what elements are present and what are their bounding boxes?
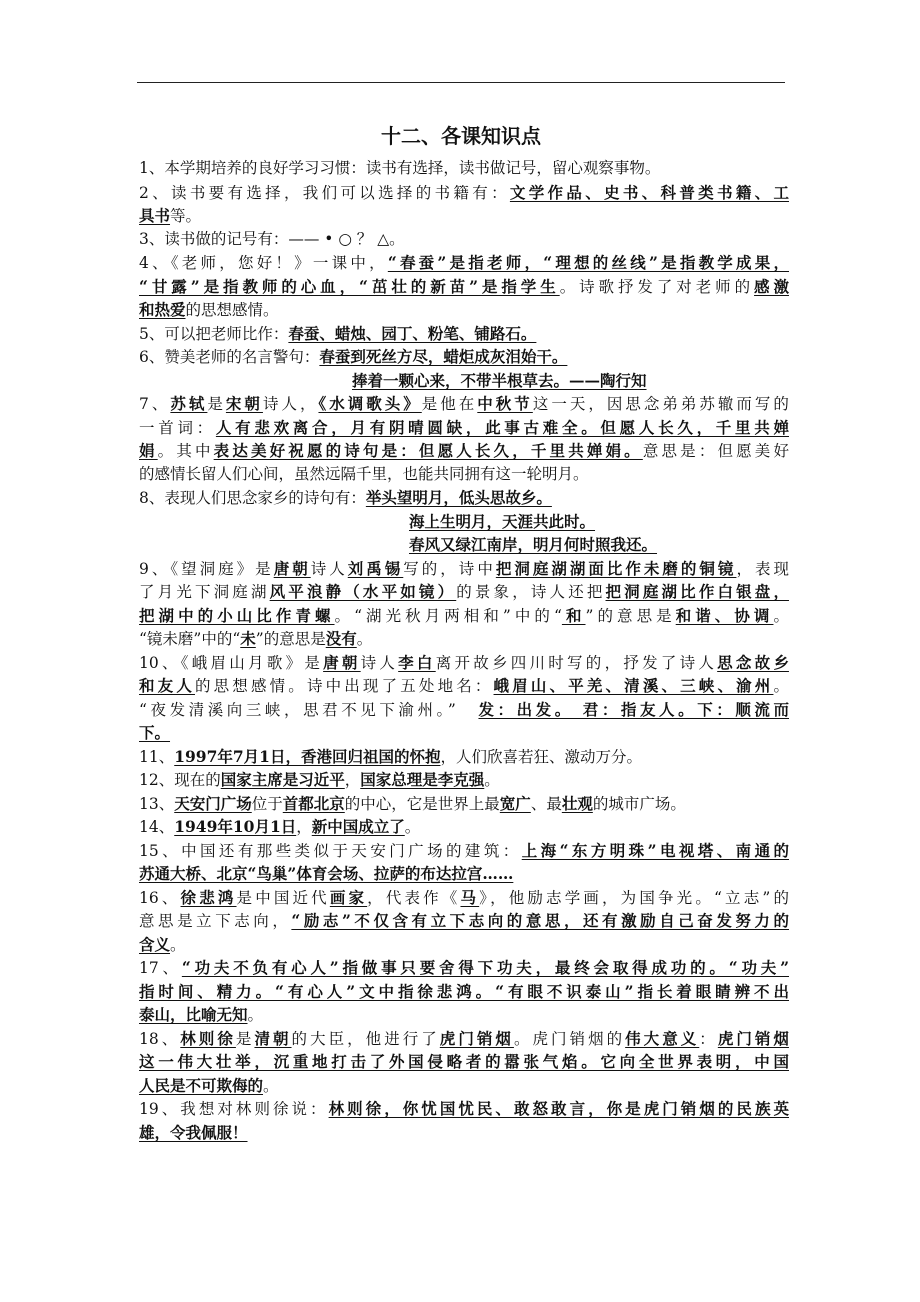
text-segment: 的思想感情。诗中出现了五处地名： — [194, 677, 494, 695]
answer-text: 没有 — [325, 629, 357, 648]
page-title: 十二、各课知识点 — [381, 124, 541, 148]
answer-text: “励志”不仅含有立下志向的意思，还有激励自己奋发努力的 — [291, 911, 789, 930]
text-segment: 6、赞美老师的名言警句： — [139, 348, 320, 366]
answer-text: 中秋节 — [477, 394, 533, 413]
text-line — [139, 463, 789, 487]
text-segment: 位于 — [251, 794, 283, 813]
answer-text: 1949年10月1日 — [174, 817, 297, 836]
answer-text: 人民是不可欺侮的 — [139, 1075, 264, 1095]
text-segment: 10、《峨眉山月歌》是 — [139, 653, 324, 672]
text-segment: ”的意思是 — [585, 606, 676, 625]
text-segment: 5、可以把老师比作： — [139, 324, 289, 343]
text-line — [139, 345, 789, 369]
answer-text: 新中国成立了 — [311, 817, 405, 836]
text-segment: 3、读书做的记号有：—— • ○ ？ △。 — [139, 229, 405, 248]
answer-text: 伟大意义 — [625, 1028, 700, 1048]
text-line — [139, 956, 789, 980]
text-segment: 。其中 — [157, 442, 214, 460]
answer-text: 和友人 — [139, 676, 195, 695]
text-segment: 了月光下洞庭湖 — [139, 583, 270, 601]
text-segment: 意思是立下志向， — [139, 912, 292, 930]
text-segment: 等。 — [170, 207, 202, 225]
text-segment: 。 — [170, 935, 186, 954]
answer-text: 马 — [460, 887, 480, 907]
text-line — [139, 1097, 789, 1121]
text-segment: 的中心，它是世界上最 — [344, 794, 500, 813]
answer-text: 雄，令我佩服！ — [139, 1122, 248, 1142]
text-line — [139, 533, 789, 557]
answer-text: 上海“东方明珠”电视塔、南通的 — [521, 840, 789, 860]
text-segment: 。 — [773, 606, 789, 625]
answer-text: 春蚕到死丝方尽，蜡炬成灰泪始干。 — [319, 347, 568, 366]
text-segment: 是 — [235, 1029, 255, 1048]
answer-text: 和谐、协调 — [675, 605, 774, 625]
answer-text: 唐朝 — [323, 652, 361, 672]
answer-text: “春蚕”是指老师，“理想的丝线”是指教学成果， — [387, 253, 789, 272]
text-line — [139, 181, 789, 205]
text-segment: 的城市广场。 — [592, 794, 686, 813]
text-line — [139, 768, 789, 792]
text-line — [139, 839, 789, 863]
text-segment: 1、本学期培养的良好学习习惯：读书有选择，读书做记号，留心观察事物。 — [139, 159, 661, 177]
text-line — [139, 322, 789, 346]
text-line — [139, 745, 789, 769]
text-segment: “镜未磨”中的“ — [139, 630, 241, 648]
answer-text: 刘禹锡 — [347, 558, 404, 578]
text-line — [139, 416, 789, 440]
text-segment: 、最 — [530, 794, 562, 813]
text-segment: 。 — [404, 818, 421, 836]
answer-text: 宽广 — [499, 793, 531, 813]
answer-text: 苏轼 — [170, 394, 208, 413]
answer-text: 虎门销烟 — [717, 1028, 789, 1048]
text-segment: “夜发清溪向三峡，思君不见下渝州。” — [139, 700, 479, 719]
text-line — [139, 815, 789, 839]
answer-text: 具书 — [139, 206, 171, 225]
text-segment: 。 — [263, 1076, 279, 1095]
text-line — [139, 392, 789, 416]
text-line — [139, 604, 789, 628]
answer-text: 林则徐，你忧国忧民、敢怒敢言，你是虎门销烟的民族英 — [328, 1099, 789, 1118]
answer-text: 清朝 — [254, 1028, 292, 1048]
answer-text: 林则徐 — [180, 1028, 236, 1048]
answer-text: 这一伟大壮举，沉重地打击了外国侵略者的嚣张气焰。它向全世界表明，中国 — [139, 1052, 789, 1071]
text-line — [139, 721, 789, 745]
answer-text: 画家 — [329, 887, 368, 907]
text-line — [139, 886, 789, 910]
text-line — [139, 369, 789, 393]
knowledge-points-body — [139, 157, 789, 1144]
answer-text: 宋朝 — [225, 394, 263, 413]
answer-text: 1997年7月1日，香港回归祖国的怀抱 — [174, 746, 441, 766]
text-line — [139, 557, 789, 581]
answer-text: 捧着一颗心来，不带半根草去。——陶行知 — [352, 370, 647, 390]
answer-text: 把洞庭湖比作白银盘， — [605, 582, 789, 601]
text-segment: 写的，诗中 — [403, 559, 496, 578]
text-line — [139, 1003, 789, 1027]
text-line — [139, 651, 789, 675]
text-segment: 18、 — [139, 1029, 181, 1048]
text-segment: 7、 — [139, 395, 171, 413]
text-segment: 。 — [247, 1006, 264, 1024]
text-line — [139, 1121, 789, 1145]
text-segment: 19、我想对林则徐说： — [139, 1100, 329, 1118]
text-segment: ， — [296, 818, 312, 836]
answer-text: “甘露”是指教师的心血，“茁壮的新苗”是指学生 — [139, 276, 560, 296]
answer-text: 《水调歌头》 — [318, 394, 422, 413]
text-segment: 2、读书要有选择，我们可以选择的书籍有： — [139, 183, 510, 202]
text-line — [139, 251, 789, 275]
text-line — [139, 1050, 789, 1074]
text-line — [139, 980, 789, 1004]
text-segment: ： — [699, 1029, 718, 1048]
text-line — [139, 275, 789, 299]
answer-text: 文学作品、史书、科普类书籍、工 — [509, 182, 789, 202]
text-segment: 诗人 — [360, 653, 399, 672]
answer-text: 虎门销烟 — [439, 1028, 514, 1048]
answer-text: 和 — [561, 605, 586, 625]
answer-text: 娟 — [139, 441, 158, 460]
answer-text: 天安门广场 — [174, 793, 252, 813]
answer-text: 海上生明月，天涯共此时。 — [409, 511, 596, 531]
text-line — [139, 698, 789, 722]
text-segment: 是他在 — [421, 395, 478, 413]
answer-text: 指时间、精力。“有心人”文中指徐悲鸿。“有眼不识泰山”指长着眼睛辨不出 — [139, 981, 789, 1001]
answer-text: 峨眉山、平羌、清溪、三峡、渝州 — [493, 676, 774, 695]
text-segment: 。诗歌抒发了对老师的 — [559, 277, 755, 296]
answer-text: 唐朝 — [273, 558, 311, 578]
text-segment: 17、 — [139, 959, 182, 977]
answer-text: 发：出发。 君：指友人。下：顺流而 — [478, 699, 789, 719]
text-segment: ，代表作《 — [367, 888, 461, 907]
text-line — [139, 792, 789, 816]
text-line — [139, 204, 789, 228]
text-segment: 。 — [356, 630, 373, 648]
text-segment: 的思想感情。 — [185, 301, 279, 319]
header-rule — [137, 82, 785, 83]
text-segment: ，人们欣喜若狂、激动万分。 — [440, 747, 642, 766]
text-line — [139, 486, 789, 510]
text-segment: 15、中国还有那些类似于天安门广场的建筑： — [139, 841, 522, 860]
answer-text: 春蚕、蜡烛、园丁、粉笔、铺路石。 — [288, 323, 537, 343]
text-line — [139, 298, 789, 322]
text-segment: 14、 — [139, 818, 175, 836]
text-line — [139, 1074, 789, 1098]
text-segment: ”的意思是 — [255, 630, 326, 648]
text-segment: 的感情长留人们心间，虽然远隔千里，也能共同拥有这一轮明月。 — [139, 464, 589, 483]
text-segment: 一首词： — [139, 418, 216, 437]
text-segment: 4、《老师，您好！》一课中， — [139, 254, 388, 272]
text-segment: 。“湖光秋月两相和”中的“ — [334, 606, 562, 625]
answer-text: 举头望明月，低头思故乡。 — [365, 488, 552, 507]
text-segment: 诗人， — [262, 395, 319, 413]
answer-text: 泰山，比喻无知 — [139, 1005, 248, 1024]
text-segment: 意思是：但愿美好 — [642, 442, 789, 460]
answer-text: 表达美好祝愿的诗句是：但愿人长久，千里共婵娟。 — [213, 441, 643, 460]
text-line — [139, 510, 789, 534]
text-line — [139, 439, 789, 463]
text-line — [139, 909, 789, 933]
answer-text: 国家主席是习近平 — [220, 770, 345, 789]
text-line — [139, 862, 789, 886]
answer-text: 含义 — [139, 934, 171, 954]
answer-text: 首都北京 — [282, 793, 345, 813]
answer-text: 感激 — [754, 276, 789, 296]
answer-text: 未 — [240, 629, 256, 648]
text-segment: 16、 — [139, 888, 181, 907]
text-segment: 》，他励志学画，为国争光。“立志”的 — [479, 888, 789, 907]
text-segment: 8、表现人们思念家乡的诗句有： — [139, 489, 366, 507]
answer-text: 把洞庭湖湖面比作未磨的铜镜 — [495, 558, 737, 578]
text-segment: ，表现 — [736, 559, 789, 578]
answer-text: 人有悲欢离合，月有阴晴圆缺，此事古难全。但愿人长久，千里共婵 — [215, 417, 789, 437]
answer-text: 风平浪静（水平如镜） — [269, 582, 457, 601]
text-line — [139, 580, 789, 604]
answer-text: 李白 — [398, 652, 436, 672]
answer-text: 把湖中的小山比作青螺 — [139, 605, 335, 625]
answer-text: 壮观 — [561, 793, 593, 813]
answer-text: 和热爱 — [139, 300, 186, 319]
text-segment: 12、现在的 — [139, 771, 221, 789]
text-line — [139, 157, 789, 181]
text-segment: 的大臣，他进行了 — [291, 1029, 440, 1048]
text-segment: ， — [344, 771, 361, 789]
text-segment: 这一天，因思念弟弟苏辙而写的 — [532, 395, 789, 413]
text-line — [139, 627, 789, 651]
answer-text: 下。 — [139, 723, 171, 742]
text-line — [139, 228, 789, 252]
text-segment: 13、 — [139, 794, 175, 813]
text-segment: 。 — [484, 771, 500, 789]
text-segment: 是 — [207, 395, 226, 413]
text-segment: 是中国近代 — [236, 888, 330, 907]
answer-text: “功夫不负有心人”指做事只要舍得下功夫，最终会取得成功的。“功夫” — [181, 958, 789, 977]
text-segment: 。 — [773, 677, 789, 695]
text-line — [139, 933, 789, 957]
answer-text: 思念故乡 — [717, 652, 789, 672]
text-segment: 诗人 — [310, 559, 348, 578]
answer-text: 国家总理是李克强 — [360, 770, 485, 789]
answer-text: 徐悲鸿 — [180, 887, 237, 907]
answer-text: 春风又绿江南岸，明月何时照我还。 — [409, 535, 658, 554]
text-segment: 11、 — [139, 747, 175, 766]
text-segment: 的景象，诗人还把 — [456, 583, 606, 601]
text-line — [139, 1027, 789, 1051]
text-segment: 9、《望洞庭》是 — [139, 559, 274, 578]
answer-text: 苏通大桥、北京“鸟巢”体育会场、拉萨的布达拉宫…… — [139, 864, 514, 883]
text-segment: 离开故乡四川时写的，抒发了诗人 — [435, 653, 718, 672]
text-line — [139, 674, 789, 698]
text-segment: 。虎门销烟的 — [513, 1029, 626, 1048]
